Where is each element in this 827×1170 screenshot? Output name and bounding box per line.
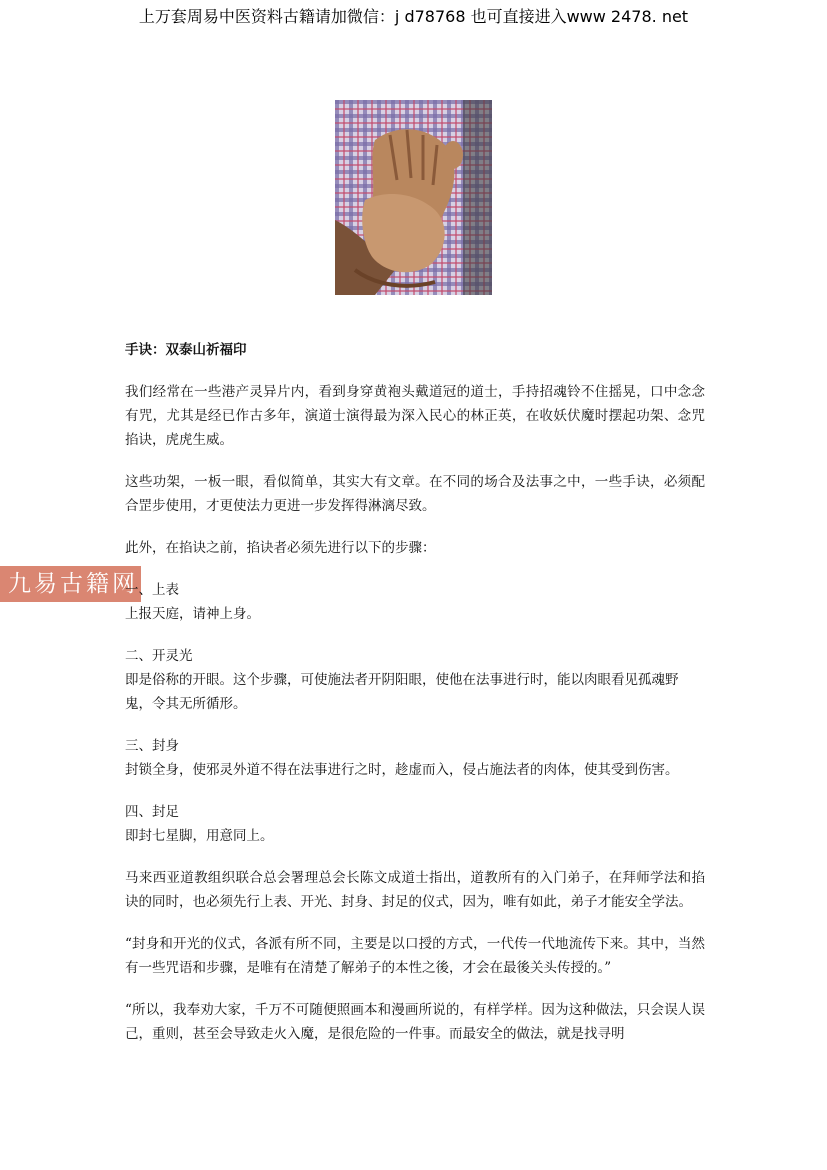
step-3-body: 封锁全身，使邪灵外道不得在法事进行之时，趁虚而入，侵占施法者的肉体，使其受到伤害。 — [125, 762, 679, 778]
site-watermark: 九易古籍网 — [0, 566, 141, 602]
paragraph-4: 马来西亚道教组织联合总会署理总会长陈文成道士指出，道教所有的入门弟子，在拜师学法和掐诀的同时，也必须先行上表、开光、封身、封足的仪式，因为，唯有如此，弟子才能安全学法。 — [125, 870, 705, 910]
paragraph-1: 我们经常在一些港产灵异片内，看到身穿黄袍头戴道冠的道士，手持招魂铃不住摇晃，口中念念有咒，尤其是经已作古多年，演道士演得最为深入民心的林正英，在收妖伏魔时摆起功架、念咒掐诀，虎虎生威。 — [125, 384, 705, 448]
step-4-body: 即封七星脚，用意同上。 — [125, 828, 274, 844]
page-header: 上万套周易中医资料古籍请加微信：j d78768 也可直接进入www 2478. net — [138, 7, 689, 26]
article-body — [125, 338, 705, 1064]
step-2 — [125, 644, 705, 716]
paragraph-6: “所以，我奉劝大家，千万不可随便照画本和漫画所说的，有样学样。因为这种做法，只会误人误己，重则，甚至会导致走火入魔，是很危险的一件事。而最安全的做法，就是找寻明 — [125, 1002, 705, 1042]
step-2-title: 二、开灵光 — [125, 648, 193, 664]
paragraph-5: “封身和开光的仪式，各派有所不同，主要是以口授的方式，一代传一代地流传下来。其中，当然有一些咒语和步骤，是唯有在清楚了解弟子的本性之後，才会在最後关头传授的。” — [125, 936, 705, 976]
step-1 — [125, 578, 705, 626]
step-1-title: 一、上表 — [125, 582, 179, 598]
step-3-title: 三、封身 — [125, 738, 179, 754]
step-4-title: 四、封足 — [125, 804, 179, 820]
step-1-body: 上报天庭，请神上身。 — [125, 606, 260, 622]
hand-mudra-photo — [335, 100, 492, 295]
article-title: 手诀：双泰山祈福印 — [125, 342, 247, 358]
step-4 — [125, 800, 705, 848]
paragraph-3: 此外，在掐诀之前，掐诀者必须先进行以下的步骤： — [125, 540, 436, 556]
paragraph-2: 这些功架，一板一眼，看似简单，其实大有文章。在不同的场合及法事之中，一些手诀，必须配合罡步使用，才更使法力更进一步发挥得淋漓尽致。 — [125, 474, 705, 514]
step-3 — [125, 734, 705, 782]
step-2-body: 即是俗称的开眼。这个步骤，可使施法者开阴阳眼，使他在法事进行时，能以肉眼看见孤魂野鬼，令其无所循形。 — [125, 672, 679, 712]
